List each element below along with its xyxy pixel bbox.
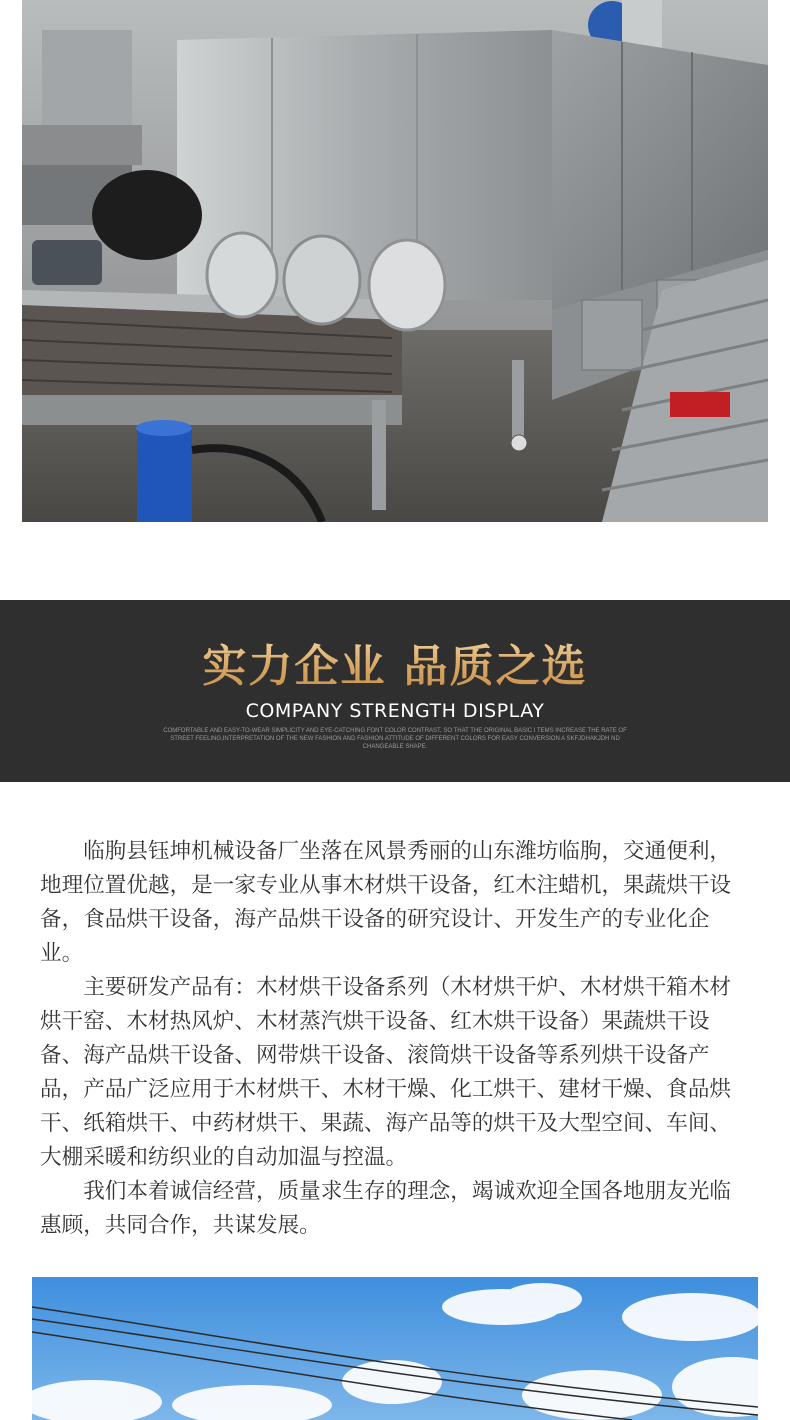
- intro-paragraph: 我们本着诚信经营，质量求生存的理念，竭诚欢迎全国各地朋友光临惠顾，共同合作，共谋发展。: [40, 1179, 732, 1238]
- product-photo-belt-dryer: [22, 0, 768, 522]
- company-strength-banner: [0, 600, 790, 782]
- banner-fine-print: COMFORTABLE AND EASY-TO-WEAR SIMPLICITY AND EYE-CATCHING FONT COLOR CONTRAST, SO THAT THE ORIGINAL BASIC I TEMS INCREASE THE RATE OF STREET FEELING,INTERPRETATION OF THE NEW FASHION AND FASHION ATTITUDE OF DIFFERENT COLORS FOR EASY CONVERSION A SKFJDHAKJDH ND CHANGEABLE SHAPE.: [163, 728, 627, 750]
- factory-sky-photo: [32, 1277, 758, 1420]
- banner-title: 实力企业 品质之选: [0, 630, 790, 694]
- company-intro: [40, 835, 752, 1243]
- banner-subtitle: COMPANY STRENGTH DISPLAY: [245, 700, 545, 722]
- intro-paragraph: 主要研发产品有：木材烘干设备系列（木材烘干炉、木材烘干箱木材烘干窑、木材热风炉、木材蒸汽烘干设备、红木烘干设备）果蔬烘干设备、海产品烘干设备、网带烘干设备、滚筒烘干设备等系列烘干设备产品，产品广泛应用于木材烘干、木材干燥、化工烘干、建材干燥、食品烘干、纸箱烘干、中药材烘干、果蔬、海产品等的烘干及大型空间、车间、大棚采暖和纺织业的自动加温与控温。: [40, 975, 732, 1170]
- intro-paragraph: 临朐县钰坤机械设备厂坐落在风景秀丽的山东潍坊临朐，交通便利，地理位置优越，是一家专业从事木材烘干设备，红木注蜡机，果蔬烘干设备，食品烘干设备，海产品烘干设备的研究设计、开发生产的专业化企业。: [40, 839, 732, 966]
